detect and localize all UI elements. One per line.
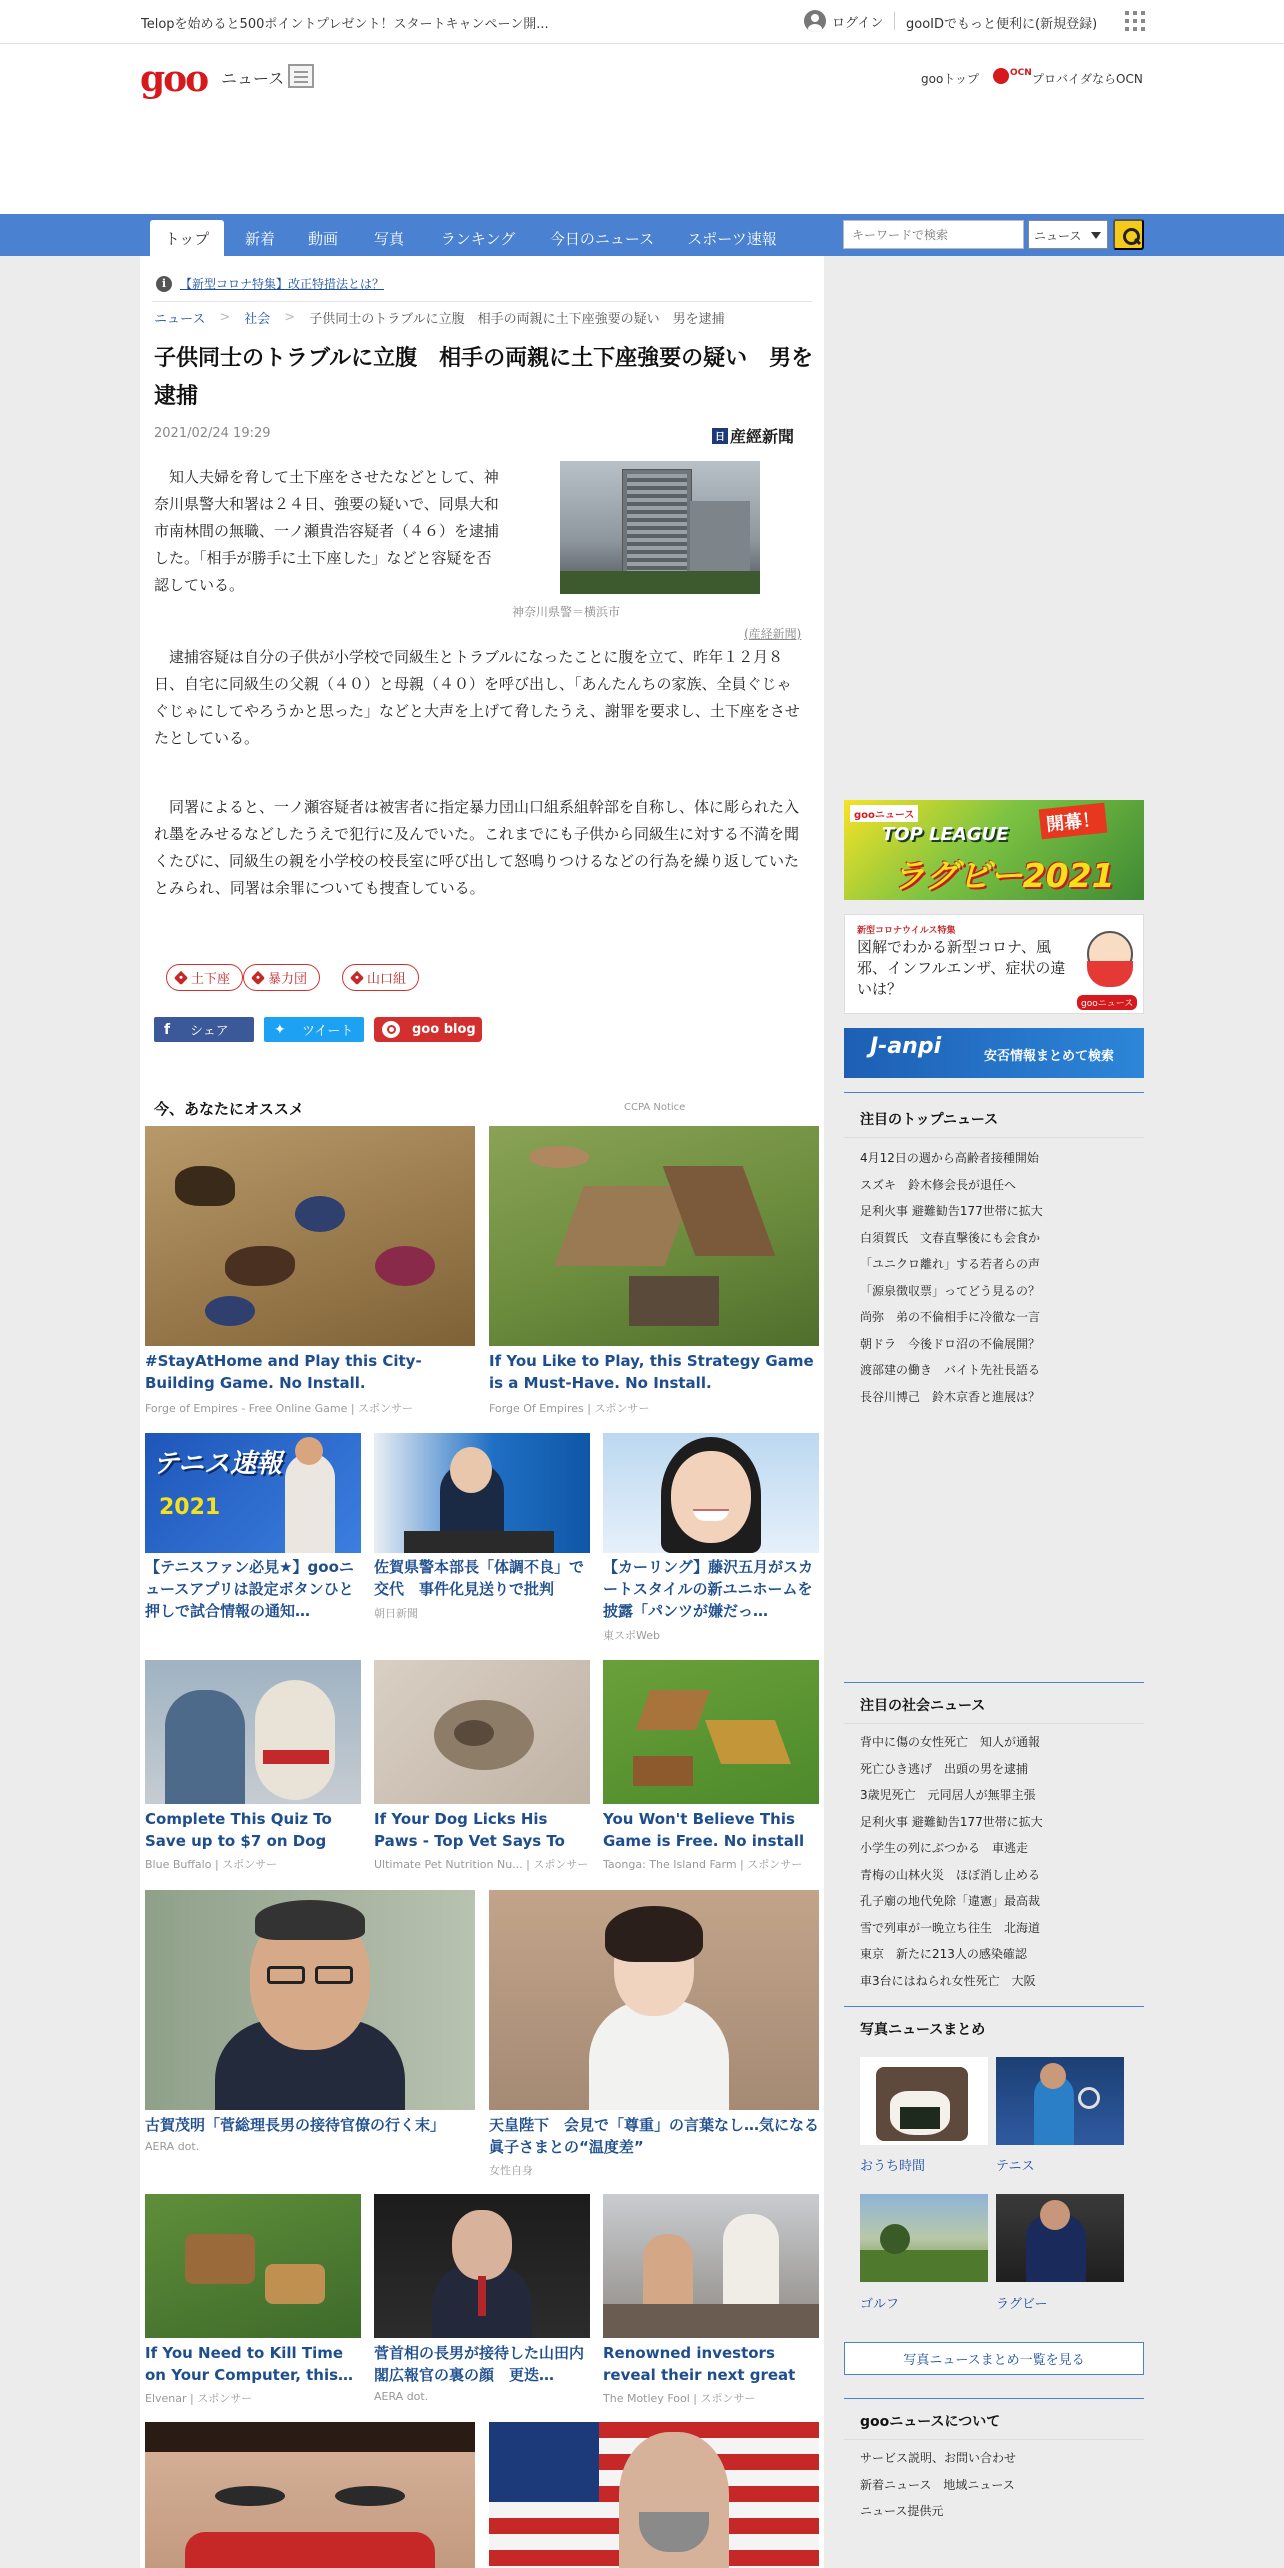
user-icon bbox=[804, 10, 826, 32]
breadcrumb-separator: > bbox=[284, 310, 296, 325]
breadcrumb-separator: > bbox=[219, 310, 231, 325]
news-logo-label: ニュース bbox=[221, 69, 285, 88]
about-link[interactable]: 新着ニュース 地域ニュース bbox=[860, 2477, 1015, 2492]
gooid-register-link[interactable]: gooIDでもっと便利に(新規登録) bbox=[906, 17, 1098, 32]
photo-thumb-rugby[interactable] bbox=[996, 2194, 1124, 2282]
goo-blog-label: goo blog bbox=[412, 1022, 476, 1037]
covid-symptoms-banner[interactable] bbox=[844, 914, 1144, 1014]
login-label: ログイン bbox=[832, 15, 884, 31]
covid-notice bbox=[152, 266, 812, 302]
ocn-provider-link[interactable]: プロバイダならOCN bbox=[1032, 72, 1143, 86]
reco-image bbox=[145, 1126, 475, 1346]
photo-credit-link[interactable]: (産経新聞) bbox=[744, 627, 802, 641]
reco-card[interactable] bbox=[374, 2194, 590, 2403]
reco-card[interactable] bbox=[603, 1660, 819, 1871]
tag-boryokudan[interactable] bbox=[243, 964, 320, 991]
reco-title: 菅首相の長男が接待した山田内閣広報官の裏の顔 更迭… bbox=[374, 2344, 585, 2384]
list-item[interactable]: 死亡ひき逃げ 出頭の男を逮捕 bbox=[860, 1761, 1029, 1776]
reco-source: 東スポWeb bbox=[603, 1629, 660, 1642]
list-item[interactable]: 「源泉徴収票」ってどう見るの？ bbox=[860, 1283, 1041, 1298]
photo-caption-tennis[interactable]: テニス bbox=[996, 2159, 1035, 2174]
about-heading: gooニュースについて bbox=[860, 2414, 1001, 2430]
tag-dogeza[interactable] bbox=[166, 964, 243, 991]
list-item[interactable]: 4月12日の週から高齢者接種開始 bbox=[860, 1151, 1039, 1165]
twitter-share-button[interactable] bbox=[264, 1017, 364, 1042]
ocn-logo-label: OCN bbox=[1010, 68, 1032, 78]
covid-notice-link[interactable]: 【新型コロナ特集】改正特措法とは？ bbox=[180, 277, 385, 291]
photo-news-section bbox=[844, 2006, 1144, 2386]
about-link[interactable]: ニュース提供元 bbox=[860, 2504, 944, 2518]
photo-thumb-tennis[interactable] bbox=[996, 2057, 1124, 2145]
apps-grid-icon[interactable] bbox=[1125, 11, 1145, 31]
reco-image bbox=[374, 1660, 590, 1804]
reco-source: Elvenar | スポンサー bbox=[145, 2392, 253, 2405]
reco-title: You Won't Believe This Game is Free. No install bbox=[603, 1810, 805, 1850]
sankei-mark: 日 bbox=[712, 428, 728, 444]
reco-source: Forge Of Empires | スポンサー bbox=[489, 1402, 650, 1415]
reco-card[interactable] bbox=[145, 1660, 361, 1871]
rugby-banner[interactable] bbox=[844, 800, 1144, 900]
reco-card[interactable] bbox=[603, 2194, 819, 2405]
reco-source: 女性自身 bbox=[489, 2164, 533, 2177]
tennis-year: 2021 bbox=[159, 1495, 221, 1520]
reco-card[interactable] bbox=[374, 1660, 590, 1871]
tab-sports[interactable]: スポーツ速報 bbox=[687, 229, 777, 248]
reco-card[interactable] bbox=[489, 1126, 819, 1436]
breadcrumb-society[interactable]: 社会 bbox=[244, 312, 271, 327]
reco-image bbox=[145, 1890, 475, 2110]
right-sidebar bbox=[844, 256, 1144, 2568]
reco-image bbox=[145, 2194, 361, 2338]
tab-ranking[interactable]: ランキング bbox=[440, 229, 516, 248]
reco-title: Renowned investors reveal their next great bbox=[603, 2344, 796, 2384]
list-item[interactable]: 朝ドラ 今後ドロ沼の不倫展開？ bbox=[860, 1336, 1041, 1351]
list-item[interactable]: 小学生の列にぶつかる 車逃走 bbox=[860, 1841, 1029, 1855]
login-link[interactable] bbox=[804, 10, 883, 32]
list-item[interactable]: 孔子廟の地代免除「違憲」最高裁 bbox=[860, 1894, 1041, 1908]
reco-source: Forge of Empires - Free Online Game | スポンサー bbox=[145, 1402, 414, 1415]
sankei-logo[interactable] bbox=[712, 424, 794, 447]
reco-image bbox=[603, 2194, 819, 2338]
social-news-list bbox=[860, 1729, 1140, 1994]
site-header bbox=[0, 44, 1284, 214]
list-item[interactable]: 足利火事 避難勧告177世帯に拡大 bbox=[860, 1814, 1043, 1829]
divider bbox=[894, 12, 895, 30]
reco-card-partial[interactable] bbox=[145, 2422, 475, 2568]
source-name: 産經新聞 bbox=[730, 427, 795, 446]
reco-card[interactable] bbox=[145, 1126, 475, 1436]
list-item[interactable]: 車3台にはねられ女性死亡 大阪 bbox=[860, 1973, 1036, 1988]
reco-title: 【カーリング】藤沢五月がスカートスタイルの新ユニホームを披露「パンツが嫌だっ… bbox=[603, 1558, 814, 1620]
social-news-heading: 注目の社会ニュース bbox=[860, 1698, 986, 1714]
list-item[interactable]: 白須賀氏 文春直撃後にも会食か bbox=[860, 1230, 1041, 1245]
reco-image bbox=[145, 1433, 361, 1553]
facebook-icon: f bbox=[164, 1022, 171, 1038]
newspaper-icon bbox=[288, 64, 314, 88]
list-item[interactable]: 3歳児死亡 元同居人が無罪主張 bbox=[860, 1788, 1036, 1802]
photo-thumb-ouchi[interactable] bbox=[860, 2057, 988, 2145]
tag-icon bbox=[174, 971, 188, 985]
tag-label: 山口組 bbox=[367, 972, 407, 987]
search-category-select[interactable]: ニュース bbox=[1028, 220, 1108, 249]
mask-icon bbox=[1087, 961, 1133, 987]
list-item[interactable]: 尚弥 弟の不倫相手に冷徹な一言 bbox=[860, 1310, 1041, 1324]
janpi-banner[interactable] bbox=[844, 1028, 1144, 1078]
reco-title: 天皇陛下 会見で「尊重」の言葉なし…気になる眞子さまとの“温度差” bbox=[489, 2116, 819, 2156]
rugby-title: ラグビー2021 bbox=[892, 856, 1115, 895]
tab-top[interactable]: トップ bbox=[150, 220, 224, 256]
tab-new[interactable]: 新着 bbox=[244, 229, 275, 248]
list-item[interactable]: 長谷川博己 鈴木京香と進展は？ bbox=[860, 1389, 1041, 1404]
search-icon[interactable] bbox=[1113, 219, 1144, 250]
goo-top-link[interactable]: gooトップ bbox=[921, 72, 979, 86]
top-news-heading: 注目のトップニュース bbox=[860, 1112, 999, 1128]
list-item[interactable]: 雪で列車が一晩立ち往生 北海道 bbox=[860, 1920, 1041, 1935]
reco-image bbox=[603, 1433, 819, 1553]
breadcrumb bbox=[154, 308, 725, 327]
list-item[interactable]: 「ユニクロ離れ」する若者らの声 bbox=[860, 1257, 1041, 1271]
list-item[interactable]: 青梅の山林火災 ほぼ消し止める bbox=[860, 1867, 1041, 1882]
reco-source: Ultimate Pet Nutrition Nu... | スポンサー bbox=[374, 1858, 589, 1871]
reco-image bbox=[603, 1660, 819, 1804]
photo-caption: 神奈川県警＝横浜市 bbox=[512, 605, 621, 619]
reco-source: AERA dot. bbox=[374, 2390, 429, 2403]
photo-caption-golf[interactable]: ゴルフ bbox=[860, 2297, 900, 2312]
photo-caption-rugby[interactable]: ラグビー bbox=[996, 2297, 1048, 2312]
reco-title: 佐賀県警本部長「体調不良」で交代 事件化見送りで批判 bbox=[374, 1558, 585, 1598]
article-paragraph: 同署によると、一ノ瀬容疑者は被害者に指定暴力団山口組系組幹部を自称し、体に彫られた入れ墨をみせるなどしたうえで犯行に及んでいた。これまでにも子供から同級生に対する不満を聞くたびに、同級生の親を小学校の校長室に呼び出して怒鳴りつけるなどの行為を繰り返していたとみられ、同署は余罪についても捜査している。 bbox=[154, 798, 800, 897]
list-item[interactable]: 渡部建の働き バイト先社長語る bbox=[860, 1363, 1041, 1377]
tennis-badge: テニス速報 bbox=[153, 1449, 282, 1479]
covid-banner-goo: gooニュース bbox=[1077, 995, 1137, 1010]
about-links bbox=[860, 2445, 1140, 2525]
list-item[interactable]: 背中に傷の女性死亡 知人が通報 bbox=[860, 1735, 1041, 1749]
about-section bbox=[844, 2398, 1144, 2548]
info-icon: i bbox=[156, 276, 172, 292]
article-paragraph: 逮捕容疑は自分の子供が小学校で同級生とトラブルになったことに腹を立て、昨年１２月８日、自宅に同級生の父親（４０）と母親（４０）を呼び出し、「あんたんちの家族、全員ぐじゃぐじゃにしてやろうかと思った」などと大声を上げて脅したうえ、謝罪を要求し、土下座をさせたとしている。 bbox=[154, 648, 800, 747]
tag-yamaguchi[interactable] bbox=[342, 964, 419, 991]
tag-icon bbox=[251, 971, 265, 985]
twitter-icon: ✦ bbox=[274, 1022, 286, 1038]
goo-logo[interactable]: goo bbox=[140, 58, 208, 100]
social-news-section bbox=[844, 1682, 1144, 1992]
recommend-heading: 今、あなたにオススメ bbox=[154, 1100, 304, 1118]
ccpa-notice-link[interactable]: CCPA Notice bbox=[624, 1102, 686, 1113]
tag-icon bbox=[350, 971, 364, 985]
janpi-text: 安否情報まとめて検索 bbox=[984, 1049, 1115, 1064]
list-item[interactable]: 東京 新たに213人の感染確認 bbox=[860, 1947, 1027, 1961]
ocn-logo-icon bbox=[993, 68, 1009, 84]
rugby-league-label: TOP LEAGUE bbox=[882, 824, 1009, 845]
more-photos-button[interactable]: 写真ニュースまとめ一覧を見る bbox=[844, 2342, 1144, 2375]
photo-caption-ouchi[interactable]: おうち時間 bbox=[860, 2159, 926, 2174]
reco-image bbox=[374, 2194, 590, 2338]
rugby-badge: gooニュース bbox=[850, 805, 918, 822]
rugby-open-label: 開幕！ bbox=[1039, 803, 1108, 840]
about-link[interactable]: サービス説明、お問い合わせ bbox=[860, 2451, 1017, 2465]
photo-news-heading: 写真ニュースまとめ bbox=[860, 2022, 986, 2038]
article-title: 子供同士のトラブルに立腹 相手の両親に土下座強要の疑い 男を逮捕 bbox=[154, 346, 814, 409]
reco-title: 古賀茂明「菅総理長男の接待官僚の行く末」 bbox=[145, 2116, 446, 2134]
reco-source: AERA dot. bbox=[145, 2140, 200, 2153]
facebook-share-button[interactable] bbox=[154, 1017, 254, 1042]
reco-title: Complete This Quiz To Save up to $7 on Dog bbox=[145, 1810, 332, 1850]
tag-label: 暴力団 bbox=[268, 972, 308, 987]
breadcrumb-current: 子供同士のトラブルに立腹 相手の両親に土下座強要の疑い 男を逮捕 bbox=[309, 312, 725, 327]
telop-campaign-link[interactable]: Telopを始めると500ポイントプレゼント！スタートキャンペーン開... bbox=[141, 17, 549, 32]
main-nav bbox=[0, 214, 1284, 256]
reco-card[interactable] bbox=[145, 2194, 361, 2405]
covid-banner-text: 図解でわかる新型コロナ、風邪、インフルエンザ、症状の違いは？ bbox=[857, 938, 1066, 998]
photo-thumb-golf[interactable] bbox=[860, 2194, 988, 2282]
tweet-label: ツイート bbox=[302, 1024, 354, 1039]
reco-source: Blue Buffalo | スポンサー bbox=[145, 1858, 278, 1871]
reco-image bbox=[489, 1890, 819, 2110]
tab-today-news[interactable]: 今日のニュース bbox=[549, 229, 655, 248]
reco-card-partial[interactable] bbox=[489, 2422, 819, 2568]
article-date: 2021/02/24 19:29 bbox=[154, 426, 271, 441]
reco-title: If Your Dog Licks His Paws - Top Vet Says To bbox=[374, 1810, 565, 1850]
search-input[interactable] bbox=[843, 220, 1024, 249]
top-news-list bbox=[860, 1145, 1140, 1410]
reco-image bbox=[489, 1126, 819, 1346]
reco-card[interactable] bbox=[145, 1433, 361, 1643]
reco-source: The Motley Fool | スポンサー bbox=[603, 2392, 756, 2405]
reco-image bbox=[145, 2422, 475, 2568]
reco-image bbox=[145, 1660, 361, 1804]
reco-image bbox=[374, 1433, 590, 1553]
list-item[interactable]: 足利火事 避難勧告177世帯に拡大 bbox=[860, 1204, 1043, 1218]
reco-card[interactable] bbox=[489, 1890, 819, 2175]
tag-label: 土下座 bbox=[191, 972, 231, 987]
goo-blog-icon bbox=[382, 1021, 400, 1038]
reco-image bbox=[489, 2422, 819, 2568]
reco-title: If You Need to Kill Time on Your Computer, this… bbox=[145, 2344, 354, 2384]
covid-banner-small: 新型コロナウイルス特集 bbox=[857, 926, 956, 936]
reco-source: 朝日新聞 bbox=[374, 1607, 418, 1620]
reco-card[interactable] bbox=[603, 1433, 819, 1643]
list-item[interactable]: スズキ 鈴木修会長が退任へ bbox=[860, 1177, 1017, 1192]
reco-title: If You Like to Play, this Strategy Game is a Must-Have. No Install. bbox=[489, 1352, 814, 1392]
reco-card[interactable] bbox=[374, 1433, 590, 1643]
reco-title: #StayAtHome and Play this City-Building Game. No Install. bbox=[145, 1352, 422, 1392]
tab-video[interactable]: 動画 bbox=[307, 229, 338, 248]
tab-photo[interactable]: 写真 bbox=[373, 229, 404, 248]
breadcrumb-news[interactable]: ニュース bbox=[154, 312, 206, 327]
janpi-logo: J-anpi bbox=[870, 1034, 942, 1059]
reco-title: 【テニスファン必見★】gooニュースアプリは設定ボタンひと押しで試合情報の通知… bbox=[145, 1558, 354, 1620]
share-label: シェア bbox=[190, 1024, 229, 1039]
article-photo[interactable] bbox=[560, 461, 760, 594]
top-news-section bbox=[844, 1092, 1144, 1404]
article-paragraph: 知人夫婦を脅して土下座をさせたなどとして、神奈川県警大和署は２４日、強要の疑いで、同県大和市南林間の無職、一ノ瀬貴浩容疑者（４６）を逮捕した。「相手が勝手に土下座した」などと容疑を否認している。 bbox=[154, 468, 500, 594]
top-bar bbox=[0, 0, 1284, 44]
reco-card[interactable] bbox=[145, 1890, 475, 2175]
goo-blog-share-button[interactable] bbox=[374, 1017, 482, 1042]
reco-source: Taonga: The Island Farm | スポンサー bbox=[603, 1858, 803, 1871]
article-column bbox=[140, 256, 824, 2568]
